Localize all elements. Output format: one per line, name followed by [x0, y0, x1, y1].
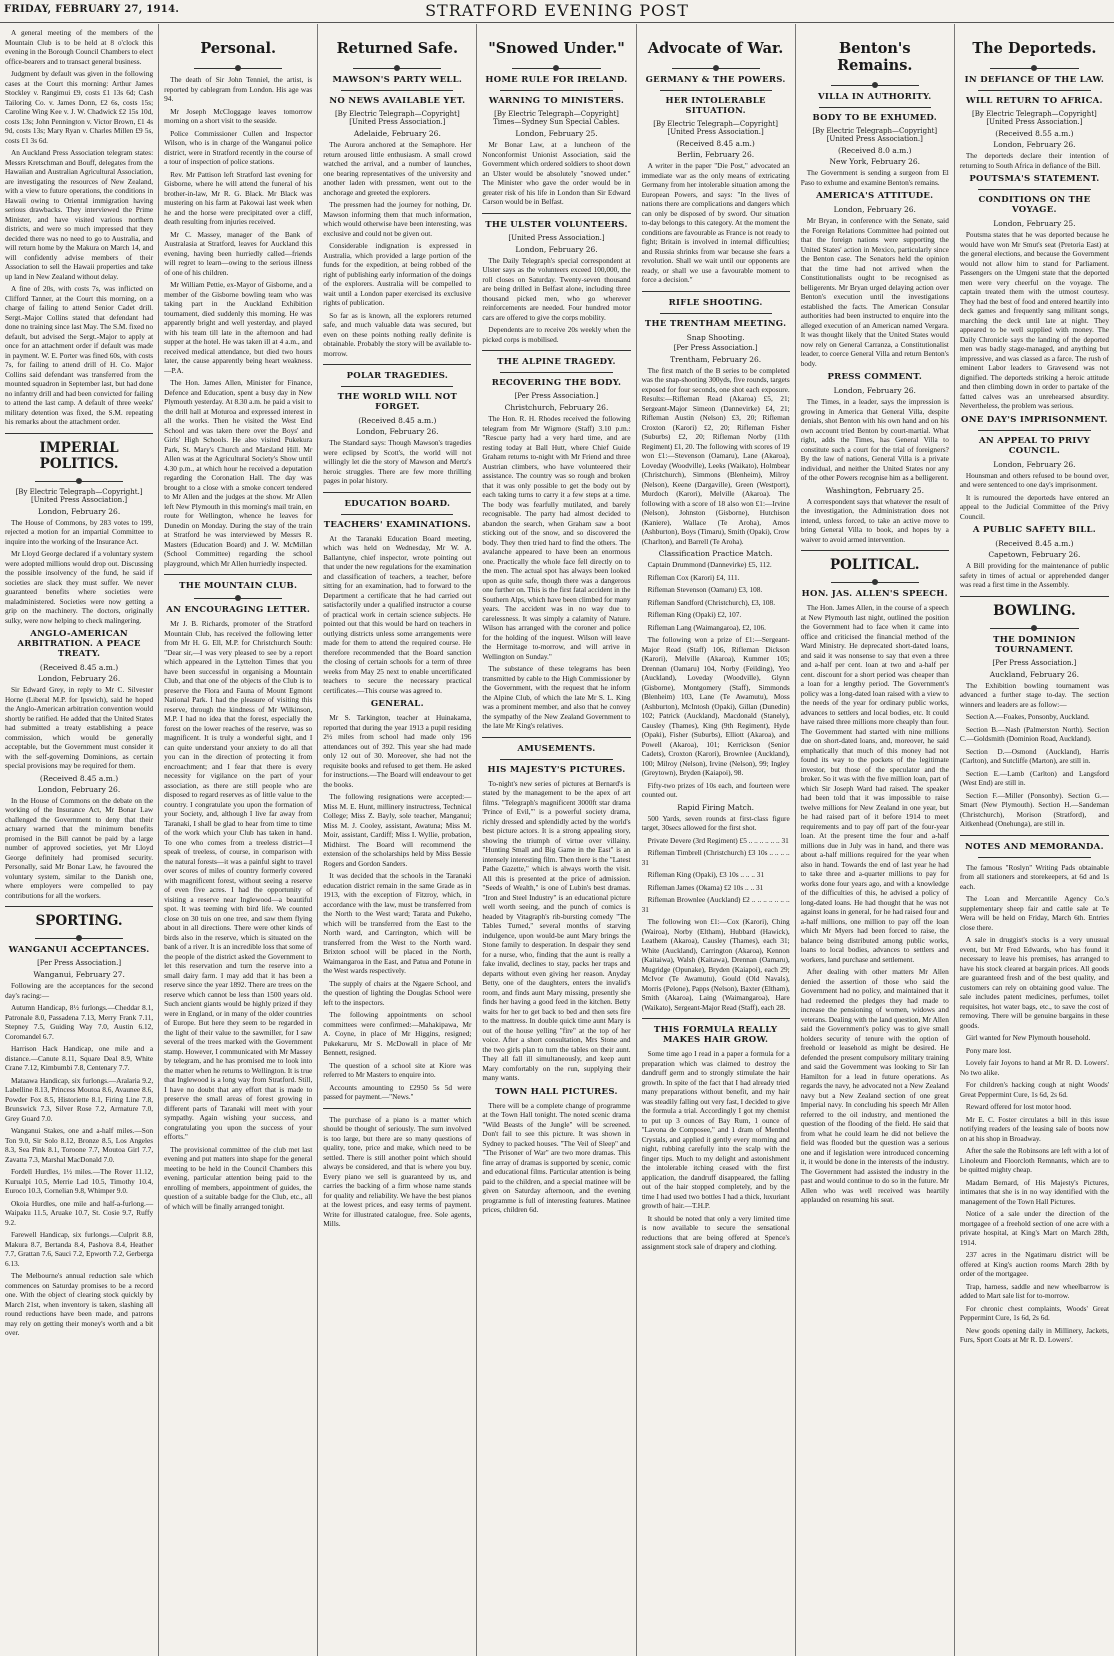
subheading-trentham: THE TRENTHAM MEETING.: [644, 318, 787, 329]
article-paragraph: Mr C. Massey, manager of the Bank of Australasia at Stratford, leaves for Auckland this evening, having been hurriedly called—friends will regret to learn—owing to the serious illness of one of his children.: [164, 229, 313, 277]
divider: [500, 759, 612, 760]
notice-item: Pony mare lost.: [965, 1045, 1012, 1055]
wire-credit: [By Electric Telegraph—Copyright] [United Press Association.]: [972, 110, 1097, 126]
column-1: [0, 24, 159, 1656]
article-paragraph: The Standard says: Though Mawson's tragedies were eclipsed by Scott's, the world will not willingly let die the story of Mawson and Mertz's heroic struggles. There are few more thrilling pages in polar history.: [323, 438, 472, 485]
subheading-privy-council: AN APPEAL TO PRIVY COUNCIL.: [978, 435, 1090, 456]
subheading-press-comment: PRESS COMMENT.: [827, 372, 923, 382]
result-line: Rifleman James (Okama) £2 10s .. .. 31: [647, 882, 764, 892]
subheading-classification: Classification Practice Match.: [658, 549, 773, 558]
dateline: London, February 25.: [515, 129, 598, 138]
dateline: Capetown, February 26.: [988, 550, 1081, 559]
subheading-education-board: EDUCATION BOARD.: [344, 498, 451, 509]
result-line: Rifleman Sandford (Christchurch), £3, 108.: [647, 597, 776, 607]
divider: [35, 478, 123, 484]
article-paragraph: The Hon. R. H. Rhodes received the following telegram from Mr Wigmore (Staff) 3.10 p.m.: "Rescue party had a very hard time, and are resting today at Ball Hutt, where Chief Guide Graham returns to-night with Mr Friend and three Austrian climbers, who have volunteered their assistance. The country was so rough and broken that it was only possible to get the body out by each taking turns to carry it a few steps at a time. The body was fearfully mutilated, and barely recognisable. The party had almost decided to abandon the search, when Graham saw a boot sticking out of the snow, and so discovered the body. They then tried hard to find the others. The avalanche appeared to have been an enormous one. Practically the whole face fell directly on to the men. The actual spot has always been looked upon as quite safe, though there was a dangerous one further on. This is the first fatal accident in the Southern Alps, which have been climbed for many years. The accident was in no way due to carelessness. It was simply a calamity of Nature. Wilson has arranged with the coroner and police for the holding of the inquest. Wilson will leave the Hermitage to-morrow, and will arrive in Wellington on Sunday.": [482, 414, 631, 661]
dateline: Auckland, February 26.: [989, 669, 1080, 679]
article-paragraph: It was decided that the schools in the Taranaki education district remain in the same Grade as in 1913, with the exception of Fitzroy, which, in accordance with the law, must be transferred from the North to the West ward; Tarata and Pukeho, which will be transferred from the East to the North ward, and Carrington, which will be transferred from the West to the North ward. Brixton school will be placed in the North, Waimangaroa in the East, and Patua and Potune in the West wards respectively.: [323, 871, 472, 975]
dateline: Berlin, February 26.: [677, 150, 755, 159]
article-paragraph: Police Commissioner Cullen and Inspector Wilson, who is in charge of the Wanganui police district, were in Stratford recently in the course of a tour of inspection of police stations.: [164, 128, 313, 166]
divider: [819, 107, 931, 108]
result-line: Section A.—Foakes, Ponsonby, Auckland.: [965, 712, 1090, 721]
wire-credit: [By Electric Telegraph—Copyright] Times—Sydney Sun Special Cables.: [493, 110, 620, 126]
divider: [642, 291, 790, 292]
divider: [978, 430, 1091, 431]
article-paragraph: Farewell Handicap, six furlongs.—Culprit 8.8, Makura 8.7, Bertanda 8.4, Pashova 8.4, Heather 7.7, Grattan 7.6, Sauci 7.2, Epworth 7.2, Gerberga 6.13.: [5, 1230, 154, 1268]
article-paragraph: A correspondent says that whatever the result of the investigation, the Administration does not intend, unless forced, to take an active move to bring General Villa to book, and hopes by a waiver to avoid armed intervention.: [800, 496, 949, 544]
subheading-town-hall: TOWN HALL PICTURES.: [495, 1086, 618, 1097]
subheading-voyage: CONDITIONS ON THE VOYAGE.: [978, 195, 1091, 215]
subheading-amusements: AMUSEMENTS.: [517, 743, 596, 754]
article-paragraph: Considerable indignation is expressed in Australia, which provided a large portion of the funds for the expedition, at being robbed of the right of publishing early information of the doings of the explorers. Australia will be compelled to wait until a London paper exercised its exclusive rights of publication.: [323, 241, 472, 307]
divider: [323, 364, 471, 365]
divider: [482, 350, 630, 351]
dateline: London, February 26.: [37, 674, 121, 683]
headline-snowed-under: "Snowed Under.": [488, 40, 625, 57]
divider: [801, 550, 949, 551]
divider: [960, 596, 1109, 597]
dateline: London, February 26.: [833, 205, 916, 214]
wire-credit: [Per Press Association.]: [673, 343, 758, 352]
headline-bowling: BOWLING.: [993, 602, 1076, 619]
subheading-no-news: NO NEWS AVAILABLE YET.: [329, 96, 466, 106]
article-paragraph: Judgment by default was given in the following cases at the Court this morning: Arthur James Stockley v. Rangimui £9, costs £1 13s 6d; Cash Tailoring Co. v. James Donn, £2 6s, costs 15s; Caroline Wing Kee v. J. W. Chadwick £2 15s 10d, costs 13s; John Pennington v. Victor Brown, £1 4s 9d, costs 13s; Mary Ryan v. Charles Millen £9 5s, costs £1 3s 6d.: [5, 69, 154, 145]
divider: [164, 574, 312, 575]
article-paragraph: The first match of the B series to be completed was the snap-shooting 300yds, five rounds, targets exposed for four seconds, one shot each exposure. Results:—Rifleman Read (Akaroa) £5, 21; Sergeant-Major Simeon (Dannevirke) £4, 21; Rifleman Austin (Nelson) £3, 20; Rifleman Croxton (Karori) £2, 20; Rifleman Fisher (Suburbs) £2, 20; Rifleman Norby (11th Regiment) £1, 20. The following with scores of 19 won £1:—Stevenson (Oamaru), Lane (Akaroa), Loveday (Woodville), Leeks (Waikato), Holmbear (Christchurch), Simmons (Blenheim), Milroy (Nelson), Keene (Dargaville), Green (Westport), Murdoch (Karori), Melville (Akaroa). The following with a score of 18 also won £1:—Irvine (Nelson), Johnston (Gisborne), Hutchison (Kaniere), Wallace (Te Aroha), Amos (Ashburton), Boys (Timaru), Smith (Opaki), Crow (Charlton), and Barrell (Te Aroha).: [641, 365, 790, 546]
wire-credit: [Per Press Association.]: [514, 392, 599, 400]
subheading-polar: POLAR TRAGEDIES.: [346, 371, 449, 381]
column-4: [477, 24, 636, 1656]
notice-item: The famous "Roslyn" Writing Pads obtainable from all stationers and storekeepers, at 6d and 1s each.: [959, 862, 1109, 891]
subheading-notes-memoranda: NOTES AND MEMORANDA.: [965, 841, 1104, 852]
divider: [194, 65, 282, 71]
result-line: Section D.—Osmond (Auckland), Harris (Carlton), and Sutcliffe (Marton), are still in.: [959, 746, 1109, 765]
subheading-anglo-american: ANGLO-AMERICAN ARBITRATION. A PEACE TREATY.: [17, 629, 141, 659]
issue-date: FRIDAY, FEBRUARY 27, 1914.: [4, 4, 180, 15]
subheading-wanganui: WANGANUI ACCEPTANCES.: [8, 945, 150, 955]
subheading-majestys: HIS MAJESTY'S PICTURES.: [487, 764, 626, 775]
divider: [500, 372, 612, 373]
wire-credit: [By Electric Telegraph—Copyright] [United Press Association.]: [653, 120, 779, 136]
wire-credit: [By Electric Telegraph—Copyright] [United Press Association.]: [334, 110, 460, 126]
article-paragraph: A writer in the paper "Die Post," advocated an immediate war as the only means of extricating Germany from her intolerable situation among the European Powers, and says: "In the lives of nations there are complications and dangers which can only be disposed of by sword. Our situation to-day belongs to this category. At the moment the conditions are favourable as France is not ready to fight; Britain is involved in internal difficulties; and Russia shrinks from war because she fears a revolution. Shall we wait until our opponents are ready, or shall we use a favourable moment to force a decision.": [641, 161, 790, 284]
article-paragraph: The question of a school site at Kiore was referred to Mr Masters to enquire into.: [323, 1060, 472, 1079]
article-paragraph: Mr S. Tarkington, teacher at Huinakama, reported that during the year 1913 a pupil residing 2½ miles from school had made only 196 attendances out of 392. This year she had made only 12 out of 30. Moreover, she had not the requisite books and refused to get them. He asked for instructions.—The Board will endeavour to get the books.: [323, 713, 472, 789]
article-paragraph: The death of Sir John Tenniel, the artist, is reported by cablegram from London. His age was 94.: [164, 75, 313, 103]
wire-credit: [United Press Association.]: [508, 233, 605, 242]
divider: [5, 906, 153, 907]
divider: [341, 514, 453, 515]
article-paragraph: Mataawa Handicap, six furlongs.—Aralaria 9.2, Labelline 8.13, Princess Moutoa 8.6, Avaunee 8.6, Powder Fox 8.5, Historiette 8.1, Firing Line 7.8, Brunswick 7.3, Silver Rose 7.2, Arrnature 7.0, Grey Guard 7.0.: [5, 1075, 154, 1123]
article-paragraph: It is rumoured the deporteds have entered an appeal to the Judicial Committee of the Privy Council.: [959, 492, 1109, 521]
article-paragraph: Autumn Handicap, 8½ furlongs.—Cheddar 8.1, Patronale 8.0, Passadena 7.13, Merry Frank 7.11, Stepney 7.5, Guiding Way 7.0, Austin 6.12, Coromandel 6.7.: [5, 1003, 154, 1041]
received-note: (Received 8.45 a.m.): [39, 773, 119, 783]
dateline: London, February 26.: [993, 140, 1076, 149]
article-paragraph: Harrison Hack Handicap, one mile and a distance.—Canute 8.11, Square Deal 8.9, White Crane 7.12, Kimbumbi 7.8, Centenary 7.7.: [5, 1044, 154, 1072]
result-line: Rifleman King (Opaki) £2, 107.: [647, 610, 742, 619]
dateline: Trentham, February 26.: [670, 354, 762, 364]
article-paragraph: Mr William Pettie, ex-Mayor of Gisborne, and a member of the Gisborne bowling team who was taking part in the Auckland Exhibition tournament, died suddenly this morning. He was apparently bright and well yesterday, and played with his team till late in the afternoon and had supper at the hotel. He was taken ill at 4 a.m., and received medical attendance, but died two hours later, the cause apparently being heart weakness.—P.A.: [164, 280, 313, 375]
headline-imperial-politics: IMPERIAL POLITICS.: [39, 439, 119, 472]
divider: [323, 492, 471, 493]
notice-item: For children's hacking cough at night Woods' Great Peppermint Cure, 1s 6d, 2s 6d.: [959, 1080, 1109, 1099]
article-paragraph: The following won £1:—Cox (Karori), Ching (Wairoa), Norby (Eltham), Hubbard (Hawick), Leathem (Akaroa), Causley (Thames), each 31; White (Auckland), Carrington (Akaroa), Kennon (Kaitaiwa), Walsh (Kaitawa), Drennan (Oamaru), Mugridge (Opunake), Bryden (Kaiapoi), each 29; McIvor (Te Awamutu), Gould (Old Navals), Morris (Pelone), Papps (Nelson), Baxter (Eltham), Smith (Akaroa), Laing (Waimangaroa), Hare (Waikato), Sergeant-Major Read (Staff), each 28.: [641, 917, 790, 1012]
subheading-allen-speech: HON. JAS. ALLEN'S SPEECH.: [801, 589, 948, 599]
received-note: (Received 8.45 a.m.): [995, 539, 1074, 548]
article-paragraph: So far as is known, all the explorers returned safe, and much valuable data was secured, but even on these points nothing really definite is obtainable. Probably the story will be available to-morrow.: [323, 310, 472, 358]
article-paragraph: The Exhibition bowling tournament was advanced a further stage to-day. The section winners and leaders are as follow:—: [959, 680, 1109, 709]
divider: [978, 189, 1091, 190]
article-paragraph: Fordell Hurdles, 1½ miles.—The Rover 11.12, Kurualpi 10.5, Merrie Lad 10.5, Timothy 10.4, Euroco 10.3, Cornelian 9.8, Whimper 9.0.: [5, 1167, 154, 1195]
notice-item: Girl wanted for New Plymouth household.: [965, 1033, 1091, 1042]
article-paragraph: The Daily Telegraph's special correspondent at Ulster says as the volunteers exceed 100,000, the roll closes on Saturday. Twenty-seven thousand are being drilled in Belfast alone, including three thousand picked men, who go wherever reinforcements are needed. Four hundred motor cars are offered to give the corps mobility.: [482, 255, 631, 322]
result-line: Rifleman Timbrell (Christchurch) £3 10s .. .. .. .. 31: [641, 848, 790, 867]
article-paragraph: Accounts amounting to £2950 5s 5d were passed for payment.—"News.": [323, 1082, 472, 1101]
divider: [353, 65, 441, 71]
wire-credit: [By Electric Telegraph—Copyright.] [United Press Association.]: [15, 487, 143, 504]
result-line: Section E.—Lamb (Carlton) and Langsford (West End) are still in.: [959, 768, 1109, 787]
notice-item: Madam Bernard, of His Majesty's Pictures, intimates that she is in no way identified with the management of the Town Hall Pictures.: [959, 1177, 1109, 1206]
result-line: Rifleman Stevenson (Oamaru) £3, 108.: [647, 585, 763, 594]
subheading-poutsma: POUTSMA'S STATEMENT.: [969, 174, 1100, 184]
dateline: London, February 26.: [37, 506, 121, 516]
article-paragraph: The substance of these telegrams has been transmitted by cable to the High Commissioner by the Government, with the request that he inform the Alpine Club, of which the late Mr S. L. King was a prominent member, and also that he convey the sympathy of the New Zealand Government to the late Mr King's relatives.: [482, 664, 631, 730]
article-paragraph: The Aurora anchored at the Semaphore. Her return aroused little enthusiasm. A small crowd watched the arrival, and a number of launches, one bearing representatives of the university and another laden with pressmen, went out to the anchorage and greeted the explorers.: [323, 140, 472, 197]
article-paragraph: Mr Bonar Law, at a luncheon of the Nonconformist Unionist Association, said the Government which ordered soldiers to shoot down an Ulster would be absolutely "snowed under." The Minister who gave the order would be in greater risk of his life in London than Sir Edward Carson would be in Belfast.: [482, 140, 631, 206]
subheading-teachers-exams: TEACHERS' EXAMINATIONS.: [323, 519, 471, 530]
divider: [341, 386, 453, 387]
divider: [660, 90, 772, 91]
article-paragraph: A fine of 20s, with costs 7s, was inflicted on Clifford Tanner, at the Court this morning, on a charge of failing to attend Senior Cadet drill. Sergt.-Major Collins stated that defendant had done no training since last May. The S.M. fixed no default, but advised the Sergt.-Major to apply at once for an attachment order if default was made in payment. W. E. Porter was fined 60s, with costs 7s, for failing to attend drill of H. Co. Major Collins said defendant was transferred from the mounted squadron in September last, but had done no infantry drill and had been convicted for failing to attend the last camp. A default of three weeks' military detention was fixed, the S.M. repeating his remarks about the attachment order.: [5, 284, 154, 426]
divider: [990, 65, 1079, 71]
headline-bentons-remains: Benton's Remains.: [837, 40, 913, 74]
headline-personal: Personal.: [200, 40, 277, 57]
article-paragraph: The following resignations were accepted:—Miss M. E. Hunt, millinery instructress, Technical College; Miss Z. Bayly, sole teacher, Manganui; Miss M. J. Cooley, assistant, Awatuna; Miss M. Moir, assistant, Cardiff; Miss I. Wyllie, probation, Midhirst. The Board will recommend the extension of the scholarships held by Miss Bessie Rogers and Gordon Sanders.: [323, 792, 472, 868]
subheading-public-safety: A PUBLIC SAFETY BILL.: [972, 525, 1097, 535]
article-paragraph: 500 Yards, seven rounds at first-class figure target, 30secs allowed for the first shot.: [641, 813, 790, 832]
article-paragraph: Dependents are to receive 20s weekly when the picked corps is mobilised.: [482, 325, 631, 344]
wire-credit: [Per Press Association.]: [37, 959, 122, 967]
wire-credit: [Per Press Association.]: [992, 658, 1077, 667]
dateline: New York, February 26.: [829, 157, 921, 166]
divider: [341, 90, 453, 91]
masthead: [0, 0, 1114, 23]
notice-item: 237 acres in the Ngatimaru district will be offered at King's auction rooms March 28th by order of the mortgagee.: [959, 1250, 1109, 1278]
received-note: (Received 8.0 a.m.): [838, 146, 912, 155]
article-paragraph: The Hon. James Allen, Minister for Finance, Defence and Education, spent a busy day in New Plymouth yesterday. At 8.30 a.m. he paid a visit to the drill hall at Moturoa and expressed interest in all the works. Then he visited the West End School and was taken there over the Boys' and Girls' High Schools. He also visited Pukekura Park, St. Mary's Church and Marsland Hill. Mr Allen was at the Agricultural Society's Show until 4.30 p.m., at which hour he received a deputation regarding the Coronation Hall. The day was brought to a close with a smoke concert tendered to Mr Allen and the judges at the show. Mr Allen left New Plymouth in this morning's mail train, en route for Wellington, whence he leaves for Dunedin on Monday. During the stay of the train at Stratford he was interviewed by Messrs R. Masters (Education Board) and J. W. McMillan (School Committee) regarding the school playground, which Mr Allen hurriedly inspected.: [164, 378, 313, 568]
dateline: London, February 26.: [37, 784, 121, 794]
article-paragraph: Sir Edward Grey, in reply to Mr C. Silvester Horne (Liberal M.P. for Ipswich), said he hoped the Anglo-American arbitration convention would shortly be ratified. He added that the United States had submitted a treaty establishing a peace commission, which would be generally acceptable, but the Government must consider it with the self-governing Dominions, as certain special provisions may be required for them.: [5, 685, 154, 770]
result-line: Private Devere (3rd Regiment) £5 .. .. .. .. .. .. 31: [647, 835, 789, 845]
newspaper-title: STRATFORD EVENING POST: [425, 1, 689, 20]
article-paragraph: The supply of chairs at the Ngaere School, and the question of lighting the Douglas School were left to the inspectors.: [323, 978, 472, 1007]
article-paragraph: Okoia Hurdles, one mile and half-a-furlong.—Waipaku 11.5, Aruake 10.7, St. Cosie 9.7, Ruffy 9.2.: [5, 1198, 154, 1227]
received-note: (Received 8.45 a.m.): [39, 663, 119, 672]
subheading-dominion-tournament: THE DOMINION TOURNAMENT.: [993, 634, 1076, 655]
subheading-alpine: THE ALPINE TRAGEDY.: [497, 357, 616, 367]
article-paragraph: The Government is sending a surgeon from El Paso to exhume and examine Benton's remains.: [800, 168, 949, 187]
article-paragraph: Mr J. B. Richards, promoter of the Stratford Mountain Club, has received the following letter from Mr H. G. Ell, M.P. for Christchurch South: "Dear sir,—I was very pleased to see by a report which appeared in the Lyttelton Times that you have been successful in organising a Mountain Club, and that one of the objects of the Club is to preserve the Flora and Fauna of Mount Egmont National Park. I had the pleasure of visiting this reserve, through the kindness of Mr Wilkinson, M.P. I had no idea that the forest, especially the forest on the lower reaches of the reserve, was so magnificent. It is truly a wonderful sight, and I can quite understand your anxiety to do all that you can in the direction of protecting it from encroachment; and I fear that there is every necessity for vigilance on the part of your association, as there are still people who are disposed to regard reserves as of little value to the country. I congratulate you upon the formation of your Society, and, although I live far away from Taranaki, I shall be glad to hear from time to time of the work which your Club has taken in hand. To one who comes from a treeless district—I speak of treeless, of course, in comparison with the natural forests—it was a painful sight to travel over scores of miles of country formerly covered with magnificent forest, without seeing a reserve of even five acres. I had the opportunity of visiting a reserve near Inglewood—a beautiful spot. It was teeming with bird life. We counted close on 30 tuis on one tree, and saw them flying about in all directions. There were other kinds of birds also in the reserve, which is situated on the bank of a river. It is an incredible loss that some of the people of the district asked the Government to let this reservation and turn the reserve into a small dairy farm. I may add that it has been a reserve since the year 1892. There are trees on the reserve which cannot be less than 1500 years old. Such ancient giants would be highly prized if they were in England, or in many of the older countries of Europe. But here they seem to be regarded in the light of their value to the sawmiller, for I saw several of the trees marked with the Government stamp. However, I communicated with Mr Massey by telegram, and he has promised me to look into the matter when he returns to Wellington. It is true that Inglewood is a long way from Stratford. Still, I have no doubt that any effort that is made to preserve the small areas of forest growing in different parts of Taranaki will meet with your sympathy. Again wishing your success, and congratulating you upon the success of your efforts.": [164, 619, 313, 1141]
subheading-recovering: RECOVERING THE BODY.: [491, 378, 622, 388]
article-paragraph: There will be a complete change of programme at the Town Hall tonight. The noted scenic drama "Wild Beasts of the Jungle" will be screened. Don't fail to see this picture. It was shown in Sydney to packed houses. "The Veil of Sleep" and "The Prisoner of War" are two more dramas. This fine array of dramas is supported by scenic, comic and educational films. Particular attention is being paid to the children, and a special matinee will be given on Saturday afternoon, and the evening programme is full of interesting features. Matinee prices, children 6d.: [482, 1100, 631, 1214]
subheading-intolerable: HER INTOLERABLE SITUATION.: [665, 96, 766, 116]
column-3: [318, 24, 477, 1656]
notice-item: Mr E. C. Foster circulates a bill in this issue notifying readers of the leasing sale of boots now on at his shop in Broadway.: [959, 1114, 1109, 1143]
divider: [960, 835, 1109, 836]
result-line: Rifleman Cox (Karori) £4, 111.: [647, 572, 740, 582]
article-paragraph: At the Taranaki Education Board meeting, which was held on Wednesday, Mr W. A. Ballantyne, chief inspector, wrote pointing out that under the new regulations for the examination and classification of teachers, a teacher, before sitting for an examination, had to forward to the Department a certificate that he had carried out satisfactorily under a qualified instructor a course of practical work in certain science subjects. He pointed out that this would be hard on teachers in outlying districts unless some arrangements were made for them to attend the required course. He therefore recommended that the Board sanction the closing of certain schools for a term of three weeks from May 25 next to enable uncertificated teachers to secure the necessary practical certificates.—This course was agreed to.: [323, 533, 472, 695]
article-paragraph: Rev. Mr Pattison left Stratford last evening for Gisborne, where he will attend the funeral of his brother-in-law, Mr R. G. Black. Mr Black was mustering on his farm at Pakowai last week when he and the horse were precipitated over a cliff, death resulting from injuries received.: [164, 169, 313, 226]
subheading-mountain-club: THE MOUNTAIN CLUB.: [179, 581, 298, 591]
article-paragraph: To-night's new series of pictures at Bernard's is stated by the management to be the apex of art films. "Telegraph's magnificent 3000ft star drama 'Prince of Evil,'" is a powerful society drama, richly dressed and splendidly acted by the world's best picture actors. It is a strong appealing story, showing the triumph of virtue over villainy. "Hunting Small and Big Game in the East" is an intensely interesting film. Then there is the "Latest Pathe Gazette," which is always worth the visit. All this is presented at the price of admission. "Seeds of Wealth," is one of Lubin's best dramas. "Iron and Steel Industry" is an educational picture well worth seeing, and the punch of comics is headed by Vitagraph's rib-bursting comedy "The Tables Turned," several months of starving indulgence, upon would-be aunt Mary brings the Stone family to desperation. In despair they send for a nurse, who, finding that the aunt is really a fake invalid, declines to stay, packs her traps and departs without even giving her reason. Anyday Betty, one of the daughters, enters the invalid's room, and finds aunt Mary missing, presently she finds her having a good feed in the kitchen. Betty waits for her to get back to bed and then sets fire to the mattress. In double quick time aunt Mary is out of the house yelling "fire" at the top of her voice. After a short consultation, Mrs Stone and the two girls plan to turn the tables on their aunt. They all fall ill simultaneously, and keep aunt Mary comfortably on the run, supplying their many wants.: [482, 778, 631, 1082]
subheading-defiance: IN DEFIANCE OF THE LAW.: [964, 75, 1105, 85]
dateline: Christchurch, February 26.: [504, 403, 609, 412]
article-paragraph: It should be noted that only a very limited time is now available to secure the sensational reductions that are being offered at Spence's assignment stock sale of drapery and clothing.: [641, 1213, 790, 1251]
headline-advocate-of-war: Advocate of War.: [647, 40, 784, 57]
subheading-return-africa: WILL RETURN TO AFRICA.: [966, 96, 1103, 106]
received-note: (Received 8.45 a.m.): [676, 139, 755, 148]
notice-item: Reward offered for lost motor hood.: [965, 1102, 1072, 1111]
divider: [500, 90, 612, 91]
divider: [5, 433, 153, 434]
divider: [990, 625, 1079, 631]
received-note: (Received 8.45 a.m.): [358, 416, 437, 425]
wire-credit: [By Electric Telegraph—Copyright] [United Press Association.]: [812, 127, 938, 143]
dateline: London, February 26.: [515, 244, 598, 254]
article-paragraph: The Times, in a leader, says the impression is growing in America that General Villa, despite denials, shot Benton with his own hand and on his own account tried Benton by court-martial. What right, adds the Times, has General Villa to constitute such a court for the trial of foreigners? By the law of nations, General Villa is a private individual, and neither the United States nor any of the other Powers recognise him as a belligerent.: [800, 397, 949, 482]
subheading-rifle-shooting: RIFLE SHOOTING.: [668, 297, 763, 308]
subheading-one-day: ONE DAY'S IMPRISONMENT.: [961, 414, 1108, 425]
notice-item: For chronic chest complaints, Woods' Great Peppermint Cure, 1s 6d, 2s 6d.: [959, 1303, 1109, 1322]
headline-deporteds: The Deporteds.: [972, 40, 1097, 57]
notice-item: A sale in druggist's stocks is a very unusual event, but Mr Fred Edwards, who has found it necessary to leave his premises, has arranged to have his stock cleared at bargain prices. All goods are guaranteed fresh and of the best quality, and customers can rely on obtaining good value. The sale includes patent medicines, perfumes, toilet requisites, hot water bags, etc., to save the cost of removing. There will be genuine bargains in these goods.: [959, 935, 1109, 1030]
article-paragraph: The provisional committee of the club met last evening and put matters into shape for the general meeting to be held in the Council Chambers this evening, particular attention being paid to the enrolling of members, appointment of guides, the question of a suitable badge for the Club, etc., all of which will be finally arranged tonight.: [164, 1144, 313, 1211]
article-paragraph: The pressmen had the journey for nothing, Dr. Mawson informing them that much information, which would otherwise have been interesting, was exclusive and could not be given out.: [323, 200, 472, 238]
dateline: London, February 26.: [833, 386, 916, 395]
article-paragraph: The following won a prize of £1:—Sergeant-Major Read (Staff) 106, Rifleman Dickson (Karori), Melville (Akaroa), Kummer 105; Drennan (Oamaru) 104, Norby (Feilding), Yeo (Auckland), Loveday (Woodville), Glynn (Gisborne), Montgomery (Staff), Simmonds (Blenheim) 103, Lane (Te Awamutu), Moss (Ashburton), McIntosh (Opaki), Gillan (Dunedin) 102; Patrick (Auckland), Macdonald (Stanely), Causley (Thames), King (9th Regiment), Hyde (Opaki), Fisher (Suburbs), Elliott (Akaroa), and Powell (Akaroa), 101; Kerrickson (Senior Cadets), Croxton (Karori), Brownlee (Auckland), 100; Milroy (Nelson), Irvine (Nelson), 99; Ingley (Greytown), Bryden (Kaiapoi), 98.: [641, 635, 790, 777]
article-paragraph: In the House of Commons on the debate on the working of the Insurance Act, Mr Bonar Law challenged the Government to deny that their actuary warned that the minimum benefits promised in the Bill cannot be paid by a large number of approved societies, yet Mr Lloyd George definitely had promised security. Personally, said Mr Bonar Law, he favoured the voluntary system, similar to the Danish one, where employers were compelled to pay contributions for all the workers.: [5, 795, 154, 900]
divider: [978, 857, 1091, 858]
dateline: London, February 26.: [356, 427, 439, 436]
column-7: [955, 24, 1114, 1656]
divider: [482, 737, 630, 738]
result-line: Rifleman King (Opaki), £3 10s .. .. .. 31: [647, 870, 765, 879]
divider: [978, 90, 1091, 91]
subheading-mawson: MAWSON'S PARTY WELL.: [332, 75, 463, 85]
article-columns: [0, 24, 1114, 1656]
divider: [831, 579, 919, 585]
notice-item: After the sale the Robinsons are left with a lot of Linoleum and Floorcloth Remnants, which are to be quitted mighty cheap.: [959, 1146, 1109, 1174]
subheading-snap: Snap Shooting.: [686, 332, 745, 342]
headline-sporting: SPORTING.: [35, 913, 123, 929]
column-6: [796, 24, 955, 1656]
subheading-villa: VILLA IN AUTHORITY.: [817, 92, 932, 102]
subheading-encouraging-letter: AN ENCOURAGING LETTER.: [166, 605, 311, 615]
article-paragraph: Hounsman and others refused to be bound over, and were sentenced to one day's imprisonment.: [959, 470, 1109, 489]
column-2: [159, 24, 318, 1656]
article-paragraph: The following appointments on school committees were confirmed:—Mahakipawa, Mr A. Coyne, in place of Mr Higgins, resigned; Pukekaruru, Mr S. McDowall in place of Mr Bennett, resigned.: [323, 1010, 472, 1057]
notice-item: The Loan and Mercantile Agency Co.'s supplementary sheep fair and cattle sale at Te Wera will be held on Friday, March 6th. Entries close there.: [959, 894, 1109, 932]
subheading-world-forget: THE WORLD WILL NOT FORGET.: [337, 392, 458, 412]
article-paragraph: Mr Lloyd George declared if a voluntary system were adopted millions would drop out. Discussing the possible insolvency of the fund, he said if societies are slack they must suffer. We never guaranteed benefits where societies were maladministered. Societies were now getting a grip on the machinery. The doctors, originally sulky, were now helping to check malingering.: [5, 549, 154, 625]
headline-returned-safe: Returned Safe.: [336, 40, 459, 57]
result-line: Rifleman Brownlee (Auckland) £2 .. .. .. .. .. .. .. 31: [641, 895, 790, 914]
dateline: London, February 26.: [993, 459, 1076, 469]
subheading-rapid-firing: Rapid Firing Match.: [677, 802, 755, 812]
divider: [512, 65, 600, 71]
divider: [660, 313, 772, 314]
article-paragraph: The House of Commons, by 283 votes to 199, rejected a motion for an impartial Committee to inquire into the working of the Insurance Act.: [5, 517, 154, 546]
notice-item: Lovely fair Joyons to hand at Mr R. D. Lowers'. No two alike.: [959, 1058, 1109, 1077]
divider: [672, 65, 760, 71]
result-line: Captain Drummond (Dannevirke) £5, 112.: [647, 560, 772, 569]
received-note: (Received 8.55 a.m.): [995, 129, 1074, 138]
article-paragraph: Wanganui Stakes, one and a-half miles.—Son Ton 9.0, Sir Solo 8.12, Bronze 8.5, Los Angeles 8.3, Sea Pink 8.1, Toroone 7.7, Moutoa Girl 7.7, Zavatta 7.3, Marshal MacDonald 7.0.: [5, 1126, 154, 1164]
article-paragraph: A general meeting of the members of the Mountain Club is to be held at 8 o'clock this evening in the Borough Council Chambers to elect office-bearers and to transact general business.: [5, 28, 154, 66]
dateline: Wanganui, February 27.: [33, 970, 125, 979]
subheading-america: AMERICA'S ATTITUDE.: [816, 191, 934, 201]
divider: [831, 82, 919, 88]
divider: [482, 213, 630, 214]
dateline: Adelaide, February 26.: [353, 129, 441, 138]
article-paragraph: Poutsma states that he was deported because he would have won Mr Smut's seat (Pretoria East) at the general elections, and because the Government would not allow him to stand for Parliament. Passengers on the Umgeni state that the deported men were very cheerful on the voyage. The captain treated them with the utmost courtesy. They had the best of food and entered heartily into deck games and frequently sang militant songs, marching the deck until late at night. They appeared to be well supplied with money. The Daily Chronicle says the landing of the deported men was badly stage-managed, and anything but impressive, and was classed as a farce. The rush of eminent Labor leaders to Gravesend was not dignified. The deporteds striking a heroic attitude and then climbing down in order to partake of the fatted calves was an unrehearsed absurdity. Nevertheless, the problem was serious.: [959, 230, 1109, 410]
advertisement-paragraph: Some time ago I read in a paper a formula for a preparation which was claimed to destroy the dandruff germ and to strongly stimulate the hair growth. In spite of the fact that I had already tried many preparations without benefit, and my hair was steadily falling out very fast, I decided to give the formula a trial. Accordingly I got my chemist to put up 3 ounces of Bay Rum, 1 ounce of "Lavona de Composee," and 1 dram of Menthol Crystals, and applied it gently every morning and night, rubbing carefully into the scalp with the finger tips. Much to my delight and astonishment the intolerable itching ceased with the first application, the dandruff disappeared, the falling out of the hair stopped completely, and by the time I had used two bottles I had a thick, luxuriant growth of hair.—T.H.P.: [641, 1049, 790, 1210]
article-paragraph: The Hon. James Allen, in the course of a speech at New Plymouth last night, outlined the position the Government had to face when it came into office and criticised the financial method of the Ward Ministry. He deprecated short-dated loans, and said it was nonsense to say that even a three and a-half per cent. loan at two and a-half per cent. discount for a short period was cheaper than a loan for a lengthy period. The Government's policy was a long-dated loan raised with a view to the needs of the year for ordinary public works, advances to settlers and local bodies, etc. It could have raised three millions more cheaply than four. The Government had started with nine millions due on short-dated loans, and, moreover, he said emphatically that much of this money had not found its way to the pockets of the legitimate investor, but those of the speculator and the broker. So it was with the five million loan, part of which Sir Joseph Ward had raised. The speaker had been told that it was impossible to raise twelve millions for New Zealand in one year, but he had raised part of it before 1914 to meet requirements and to pay off part of the four-year loan. At the present time the four and a-half millions due in July was in hand, and there was about a-half millions required for the year when also in hand. Towards the end of last year he had to take three and a-quarter millions to pay for works done four years ago, and with a knowledge of the difficulties of this, he advised a policy of long-dated loans. He had thought that he was not against loans in general, for he had raised four and a-half millions, one million to pay off the loan which Mr Myers had been forced to raise, the balance being distributed among public works, loans to local bodies, advances to settlers and workers, land purchase and settlement.: [800, 603, 949, 964]
article-paragraph: Following are the acceptances for the second day's racing:—: [5, 981, 154, 1000]
subheading-hair-formula: THIS FORMULA REALLY MAKES HAIR GROW.: [653, 1025, 778, 1045]
notice-item: Trap, harness, saddle and new wheelbarrow is added to Mart sale list for to-morrow.: [959, 1281, 1109, 1300]
subheading-germany: GERMANY & THE POWERS.: [645, 75, 786, 85]
subheading-ulster: THE ULSTER VOLUNTEERS.: [485, 219, 628, 230]
article-paragraph: An Auckland Press Association telegram states: Messrs Kretschman and Bouff, delegates from the Hawaiian and Australian Agricultural Association, are investigating the resources of New Zealand, with a view to future operations, the conditions in Hawaii owing to Oriental immigration having serious drawbacks. They interviewed the Prime Minister, and have visited various northern districts, and were so much impressed that they decided there was no need to go to Australia, and will return home by the Makura on March 14, and will confidently advise members of their Association to sell the Hawaii properties and take up land in New Zealand without delay.: [5, 148, 154, 281]
subheading-exhumed: BODY TO BE EXHUMED.: [812, 113, 938, 123]
column-5: [637, 24, 796, 1656]
result-line: Section B.—Nash (Palmerston North). Section C.—Goldsmith (Dominion Road, Auckland).: [959, 724, 1109, 743]
dateline: London, February 25.: [993, 219, 1076, 228]
subheading-general: GENERAL.: [370, 699, 424, 709]
subheading-warning: WARNING TO MINISTERS.: [488, 96, 625, 106]
divider: [323, 1108, 471, 1109]
article-paragraph: A Bill providing for the maintenance of public safety in times of actual or apprehended danger was read a first time in the Assembly.: [959, 561, 1109, 589]
article-paragraph: Mr Joseph McCloggage leaves tomorrow morning on a short visit to the seaside.: [164, 106, 313, 125]
notice-item: New goods opening daily in Millinery, Jackets, Furs, Sport Coats at Mr R. D. Lowers'.: [959, 1325, 1109, 1344]
article-paragraph: The deporteds declare their intention of returning to South Africa in defiance of the Bill.: [959, 151, 1109, 170]
subheading-home-rule: HOME RULE FOR IRELAND.: [485, 75, 628, 85]
advertisement-paragraph: The purchase of a piano is a matter which should be thought of seriously. The sum involved is too large, but there are so many questions of quality, tone, price and make, which need to be settled. There is still another point which should always be considered, and that is where you buy. Every piano we sell is guaranteed by us, and carries the backing of a firm whose name stands for quality and reliability. We have the best pianos at the lowest prices, and easy terms of payment. Write for illustrated catalogue, free. Sole agents, Mills.: [323, 1114, 472, 1228]
article-paragraph: After dealing with other matters Mr Allen denied the assertion of those who said the Government had no policy, and maintained that it had redeemed the pledges they had made to increase the pensioning of women, widows and veterans. Dealing with the land question, Mr Allen said the Government's policy was to give small holders security of tenure with the option of freehold or leasehold as might be desired. He defended the present compulsory military training and said the Government was looking to Sir Ian Hamilton for a lead in future operations. As regards the navy, he advocated not a New Zealand navy but a New Zealand section of one great Imperial navy. In concluding his speech Mr Allen referred to the oil industry, and mentioned the question of the flooding of the field. He said that from what he could learn he did not believe the field was flooded but the question was a serious one and if legislation were introduced concerning it, it would be done in the interests of the industry. The Government had assisted the industry in the past and would continue to do so in the future. Mr Allen who was well received was heartily applauded on resuming his seat.: [800, 967, 949, 1204]
article-paragraph: The Melbourne's annual reduction sale which commences on Saturday promises to be a record one. With the object of clearing stock quickly by March 21st, when inventory is taken, slashing all round reductions have been made, and patrons may rely on getting their money's worth and a bit over.: [5, 1271, 154, 1337]
divider: [35, 935, 123, 941]
notice-item: Notice of a sale under the direction of the mortgagee of a freehold section of one acre with a private hospital, at King's Mart on March 28th, 1914.: [959, 1209, 1109, 1247]
article-paragraph: Mr Bryan, in conference with the Senate, said the Foreign Relations Committee had pointed out that the foreign nations were supporting the United States' action in Mexico, particularly since the Benton case. The Senators held the opinion that the time had not arrived when the Constitutionalists ought to be recognised as belligerents. Mr Bryan urged delaying action over Benton's execution until the investigations established the facts. The American Consular authorities had been instructed to enquire into the alleged execution of an American named Vergara. It was thought likely that the United States would now rely on General Carranza, a Constitutionalist leader, to coerce General Villa and return Benton's body.: [800, 216, 949, 368]
divider: [642, 1018, 790, 1019]
result-line: Rifleman Lang (Waimangaroa), £2, 106.: [647, 622, 766, 632]
divider: [194, 595, 282, 601]
result-line: Section F.—Miller (Ponsonby). Section G.—Smart (New Plymouth). Section H.—Sandeman (Christchurch), Morison (Stratford), and Aitkenhead (Onehunga), are still in.: [959, 790, 1109, 828]
dateline: Washington, February 25.: [825, 485, 924, 495]
article-paragraph: Fifty-two prizes of 10s each, and fourteen were counted out.: [641, 780, 790, 799]
headline-political: POLITICAL.: [830, 557, 920, 573]
